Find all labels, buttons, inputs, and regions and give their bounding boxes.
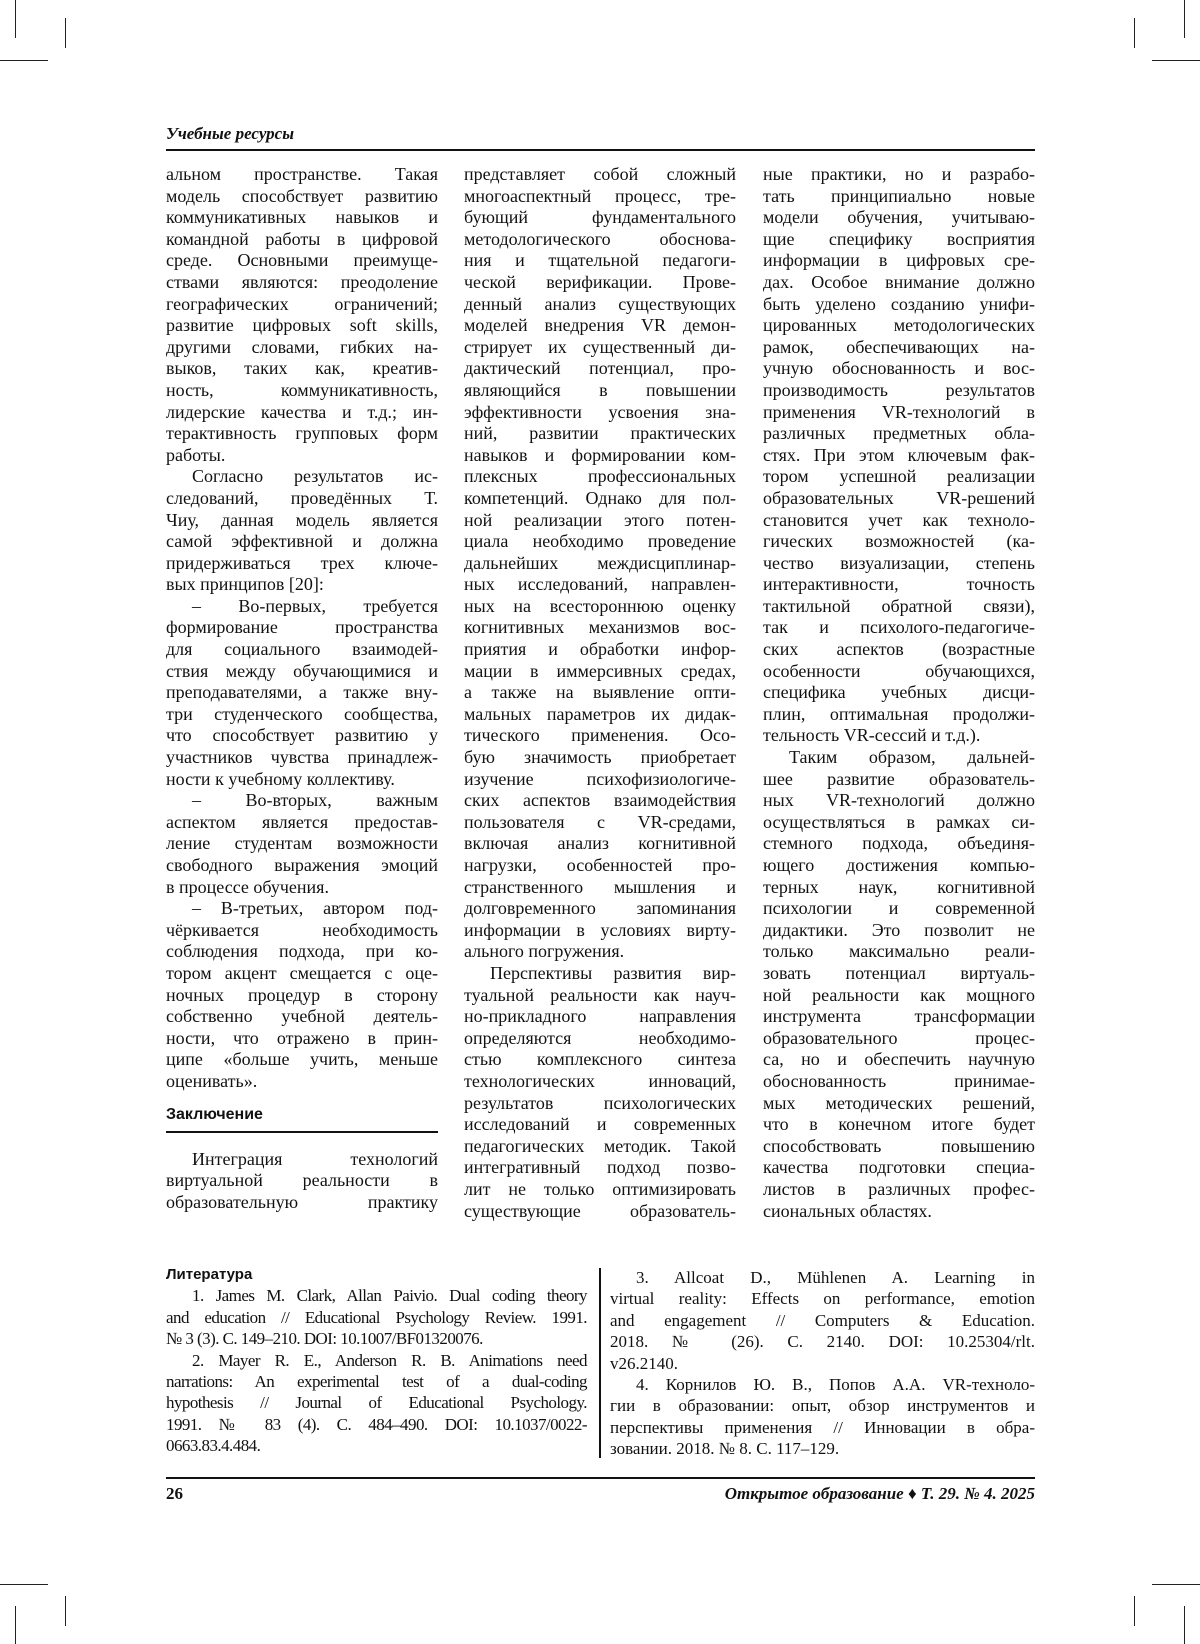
text-line: образовательного процес- [763, 1028, 1035, 1050]
text-line: стью комплексного синтеза [464, 1049, 736, 1071]
text-line: стрирует их существенный ди- [464, 337, 736, 359]
text-line: туальной реальности как науч- [464, 985, 736, 1007]
text-line: тором акцент смещается с оце- [166, 963, 438, 985]
text-line: приятия и обработки инфор- [464, 639, 736, 661]
paragraph [464, 963, 736, 1222]
text-line: коммуникативных навыков и [166, 207, 438, 229]
text-line: изучение психофизиологиче- [464, 769, 736, 791]
text-line: странственного мышления и [464, 877, 736, 899]
text-line: образовательных VR-решений [763, 488, 1035, 510]
text-line: специфика учебных дисци- [763, 682, 1035, 704]
reference-line: 1. James M. Clark, Allan Paivio. Dual coding theory [166, 1285, 587, 1306]
text-line: командной работы в цифровой [166, 229, 438, 251]
text-line: модель способствует развитию [166, 186, 438, 208]
crop-mark [15, 0, 16, 38]
text-line: ности, что отражено в прин- [166, 1028, 438, 1050]
text-line: Перспективы развития вир- [464, 963, 736, 985]
reference-line: virtual reality: Effects on performance, emotion [610, 1288, 1035, 1309]
text-line: Чиу, данная модель является [166, 510, 438, 532]
reference-line: and engagement // Computers & Education. [610, 1310, 1035, 1331]
text-line: педагогических методик. Такой [464, 1136, 736, 1158]
text-line: гических возможностей (ка- [763, 531, 1035, 553]
reference-line: гии в образовании: опыт, обзор инструментов и [610, 1395, 1035, 1416]
text-line: особенности обучающихся, [763, 661, 1035, 683]
text-line: выков, таких как, креатив- [166, 358, 438, 380]
text-line: методологического обоснова- [464, 229, 736, 251]
text-line: работы. [166, 445, 438, 467]
references-divider [599, 1268, 601, 1458]
text-line: собственно учебной деятель- [166, 1006, 438, 1028]
text-line: аспектом является предостав- [166, 812, 438, 834]
text-line: исследований и современных [464, 1114, 736, 1136]
text-line: виртуальной реальности в [166, 1170, 438, 1192]
text-line: ночных процедур в сторону [166, 985, 438, 1007]
text-line: инструмента трансформации [763, 1006, 1035, 1028]
text-line: дидактики. Это позволит не [763, 920, 1035, 942]
text-line: ний, развитии практических [464, 423, 736, 445]
references-left [166, 1264, 587, 1457]
text-line: включая анализ когнитивной [464, 833, 736, 855]
text-line: только максимально реали- [763, 941, 1035, 963]
text-line: ность, коммуникативность, [166, 380, 438, 402]
text-column-2 [464, 164, 736, 1222]
text-line: эффективности усвоения зна- [464, 402, 736, 424]
text-column-1 [166, 164, 438, 1213]
text-line: бую значимость приобретает [464, 747, 736, 769]
text-line: производимость результатов [763, 380, 1035, 402]
text-line: так и психолого-педагогиче- [763, 617, 1035, 639]
text-line: что в конечном итоге будет [763, 1114, 1035, 1136]
text-line: ских аспектов (возрастные [763, 639, 1035, 661]
text-line: а также на выявление опти- [464, 682, 736, 704]
crop-mark [1134, 18, 1135, 48]
text-line: учную обоснованность и вос- [763, 358, 1035, 380]
text-line: быть уделено созданию унифи- [763, 294, 1035, 316]
journal-info: Открытое образование ♦ Т. 29. № 4. 2025 [725, 1484, 1035, 1504]
text-line: бующий фундаментального [464, 207, 736, 229]
text-line: ческой верификации. Прове- [464, 272, 736, 294]
text-line: формирование пространства [166, 617, 438, 639]
text-line: – Во-вторых, важным [166, 790, 438, 812]
text-line: ности к учебному коллективу. [166, 769, 438, 791]
text-line: модели обучения, учитываю- [763, 207, 1035, 229]
text-line: тельность VR-сессий и т.д.). [763, 725, 1035, 747]
text-line: интегративный подход позво- [464, 1157, 736, 1179]
section-heading: Заключение [166, 1105, 438, 1133]
text-line: терных наук, когнитивной [763, 877, 1035, 899]
text-line: лидерские качества и т.д.; ин- [166, 402, 438, 424]
text-line: чёркивается необходимость [166, 920, 438, 942]
text-line: стемного подхода, объединя- [763, 833, 1035, 855]
text-line: обоснованность принимае- [763, 1071, 1035, 1093]
text-line: участников чувства принадлеж- [166, 747, 438, 769]
text-line: нагрузки, особенностей про- [464, 855, 736, 877]
text-line: моделей внедрения VR демон- [464, 315, 736, 337]
text-line: чество визуализации, степень [763, 553, 1035, 575]
text-line: многоаспектный процесс, тре- [464, 186, 736, 208]
text-line: являющийся в повышении [464, 380, 736, 402]
text-line: дактический потенциал, про- [464, 358, 736, 380]
text-line: качества подготовки специа- [763, 1157, 1035, 1179]
text-line: ального погружения. [464, 941, 736, 963]
paragraph [464, 164, 736, 963]
text-line: ной реальности как мощного [763, 985, 1035, 1007]
reference-line: зовании. 2018. № 8. С. 117–129. [610, 1438, 1035, 1459]
reference-line: 0663.83.4.484. [166, 1435, 587, 1456]
crop-mark [1184, 1606, 1185, 1644]
text-line: преподавателями, а также вну- [166, 682, 438, 704]
text-line: психологии и современной [763, 898, 1035, 920]
reference-line: and education // Educational Psychology Review. 1991. [166, 1307, 587, 1328]
text-line: рамок, обеспечивающих на- [763, 337, 1035, 359]
text-line: ных VR-технологий должно [763, 790, 1035, 812]
text-line: – В-третьих, автором под- [166, 898, 438, 920]
text-line: ющего достижения компью- [763, 855, 1035, 877]
references-right [610, 1267, 1035, 1460]
reference-item [166, 1285, 587, 1349]
text-line: самой эффективной и должна [166, 531, 438, 553]
paragraph [166, 790, 438, 898]
text-line: листов в различных профес- [763, 1179, 1035, 1201]
text-line: шее развитие образователь- [763, 769, 1035, 791]
text-line: денный анализ существующих [464, 294, 736, 316]
text-line: вых принципов [20]: [166, 574, 438, 596]
text-line: придерживаться трех ключе- [166, 553, 438, 575]
text-line: мации в иммерсивных средах, [464, 661, 736, 683]
text-line: результатов психологических [464, 1093, 736, 1115]
text-line: ных на всестороннюю оценку [464, 596, 736, 618]
text-line: тического применения. Осо- [464, 725, 736, 747]
text-line: но-прикладного направления [464, 1006, 736, 1028]
text-line: тать принципиально новые [763, 186, 1035, 208]
reference-line: 2. Mayer R. E., Anderson R. B. Animations need [166, 1350, 587, 1371]
header-rule [166, 149, 1035, 151]
text-line: мых методических решений, [763, 1093, 1035, 1115]
text-column-3 [763, 164, 1035, 1222]
paragraph [166, 898, 438, 1092]
reference-line: 3. Allcoat D., Mühlenen A. Learning in [610, 1267, 1035, 1288]
text-line: тактильной обратной связи), [763, 596, 1035, 618]
running-head: Учебные ресурсы [166, 124, 294, 144]
crop-mark [1184, 0, 1185, 38]
reference-line: hypothesis // Journal of Educational Psychology. [166, 1392, 587, 1413]
paragraph [166, 596, 438, 790]
text-line: применения VR-технологий в [763, 402, 1035, 424]
reference-item [610, 1267, 1035, 1374]
text-line: когнитивных механизмов вос- [464, 617, 736, 639]
text-line: ствами являются: преодоление [166, 272, 438, 294]
text-line: щие специфику восприятия [763, 229, 1035, 251]
text-line: дах. Особое внимание должно [763, 272, 1035, 294]
text-line: ских аспектов взаимодействия [464, 790, 736, 812]
paragraph [166, 466, 438, 596]
crop-mark [1134, 1596, 1135, 1626]
reference-line: 4. Корнилов Ю. В., Попов А.А. VR-техноло- [610, 1374, 1035, 1395]
text-line: сиональных областях. [763, 1201, 1035, 1223]
text-line: са, но и обеспечить научную [763, 1049, 1035, 1071]
text-line: альном пространстве. Такая [166, 164, 438, 186]
text-line: среде. Основными преимуще- [166, 250, 438, 272]
text-line: различных предметных обла- [763, 423, 1035, 445]
reference-line: 1991. № 83 (4). С. 484–490. DOI: 10.1037/0022- [166, 1414, 587, 1435]
text-line: географических ограничений; [166, 294, 438, 316]
paragraph [166, 1149, 438, 1214]
text-line: ципе «больше учить, меньше [166, 1049, 438, 1071]
text-line: что способствует развитию у [166, 725, 438, 747]
text-line: плин, оптимальная продолжи- [763, 704, 1035, 726]
footer-rule [166, 1477, 1035, 1479]
text-line: Согласно результатов ис- [166, 466, 438, 488]
text-line: Интеграция технологий [166, 1149, 438, 1171]
text-line: лит не только оптимизировать [464, 1179, 736, 1201]
text-line: для социального взаимодей- [166, 639, 438, 661]
text-line: определяются необходимо- [464, 1028, 736, 1050]
reference-line: narrations: An experimental test of a dual-coding [166, 1371, 587, 1392]
crop-mark [65, 1596, 66, 1626]
paragraph [763, 164, 1035, 747]
text-line: оценивать». [166, 1071, 438, 1093]
text-line: ствия между обучающимися и [166, 661, 438, 683]
text-line: компетенций. Однако для пол- [464, 488, 736, 510]
text-line: тором успешной реализации [763, 466, 1035, 488]
text-line: ных исследований, направлен- [464, 574, 736, 596]
text-line: пользователя с VR-средами, [464, 812, 736, 834]
text-line: мальных параметров их дидак- [464, 704, 736, 726]
text-line: плексных профессиональных [464, 466, 736, 488]
reference-item [166, 1350, 587, 1457]
text-line: представляет собой сложный [464, 164, 736, 186]
crop-mark [65, 18, 66, 48]
text-line: ные практики, но и разрабо- [763, 164, 1035, 186]
text-line: ление студентам возможности [166, 833, 438, 855]
paragraph [166, 164, 438, 466]
text-line: зовать потенциал виртуаль- [763, 963, 1035, 985]
text-line: информации в условиях вирту- [464, 920, 736, 942]
reference-line: 2018. № (26). С. 2140. DOI: 10.25304/rlt. [610, 1331, 1035, 1352]
text-line: информации в цифровых сре- [763, 250, 1035, 272]
reference-line: № 3 (3). С. 149–210. DOI: 10.1007/BF01320076. [166, 1328, 587, 1349]
references-title: Литература [166, 1264, 587, 1285]
text-line: соблюдения подхода, при ко- [166, 941, 438, 963]
text-line: в процессе обучения. [166, 877, 438, 899]
crop-mark [1152, 1584, 1200, 1585]
text-line: существующие образователь- [464, 1201, 736, 1223]
text-line: способствовать повышению [763, 1136, 1035, 1158]
text-line: три студенческого сообщества, [166, 704, 438, 726]
text-line: дальнейших междисциплинар- [464, 553, 736, 575]
crop-mark [0, 60, 48, 61]
text-line: становится учет как техноло- [763, 510, 1035, 532]
reference-item [610, 1374, 1035, 1460]
text-line: развитие цифровых soft skills, [166, 315, 438, 337]
crop-mark [15, 1606, 16, 1644]
text-line: другими словами, гибких на- [166, 337, 438, 359]
text-line: свободного выражения эмоций [166, 855, 438, 877]
text-line: стях. При этом ключевым фак- [763, 445, 1035, 467]
page-number: 26 [166, 1484, 183, 1504]
text-line: технологических инноваций, [464, 1071, 736, 1093]
reference-line: v26.2140. [610, 1353, 1035, 1374]
reference-line: перспективы применения // Инновации в обра- [610, 1417, 1035, 1438]
text-line: осуществляться в рамках си- [763, 812, 1035, 834]
paragraph [763, 747, 1035, 1222]
text-line: ния и тщательной педагоги- [464, 250, 736, 272]
text-line: навыков и формировании ком- [464, 445, 736, 467]
text-line: долговременного запоминания [464, 898, 736, 920]
text-line: ной реализации этого потен- [464, 510, 736, 532]
text-line: – Во-первых, требуется [166, 596, 438, 618]
text-line: цированных методологических [763, 315, 1035, 337]
text-line: интерактивности, точность [763, 574, 1035, 596]
text-line: образовательную практику [166, 1192, 438, 1214]
text-line: циала необходимо проведение [464, 531, 736, 553]
text-line: Таким образом, дальней- [763, 747, 1035, 769]
text-line: следований, проведённых Т. [166, 488, 438, 510]
crop-mark [0, 1584, 48, 1585]
text-line: терактивность групповых форм [166, 423, 438, 445]
crop-mark [1152, 60, 1200, 61]
